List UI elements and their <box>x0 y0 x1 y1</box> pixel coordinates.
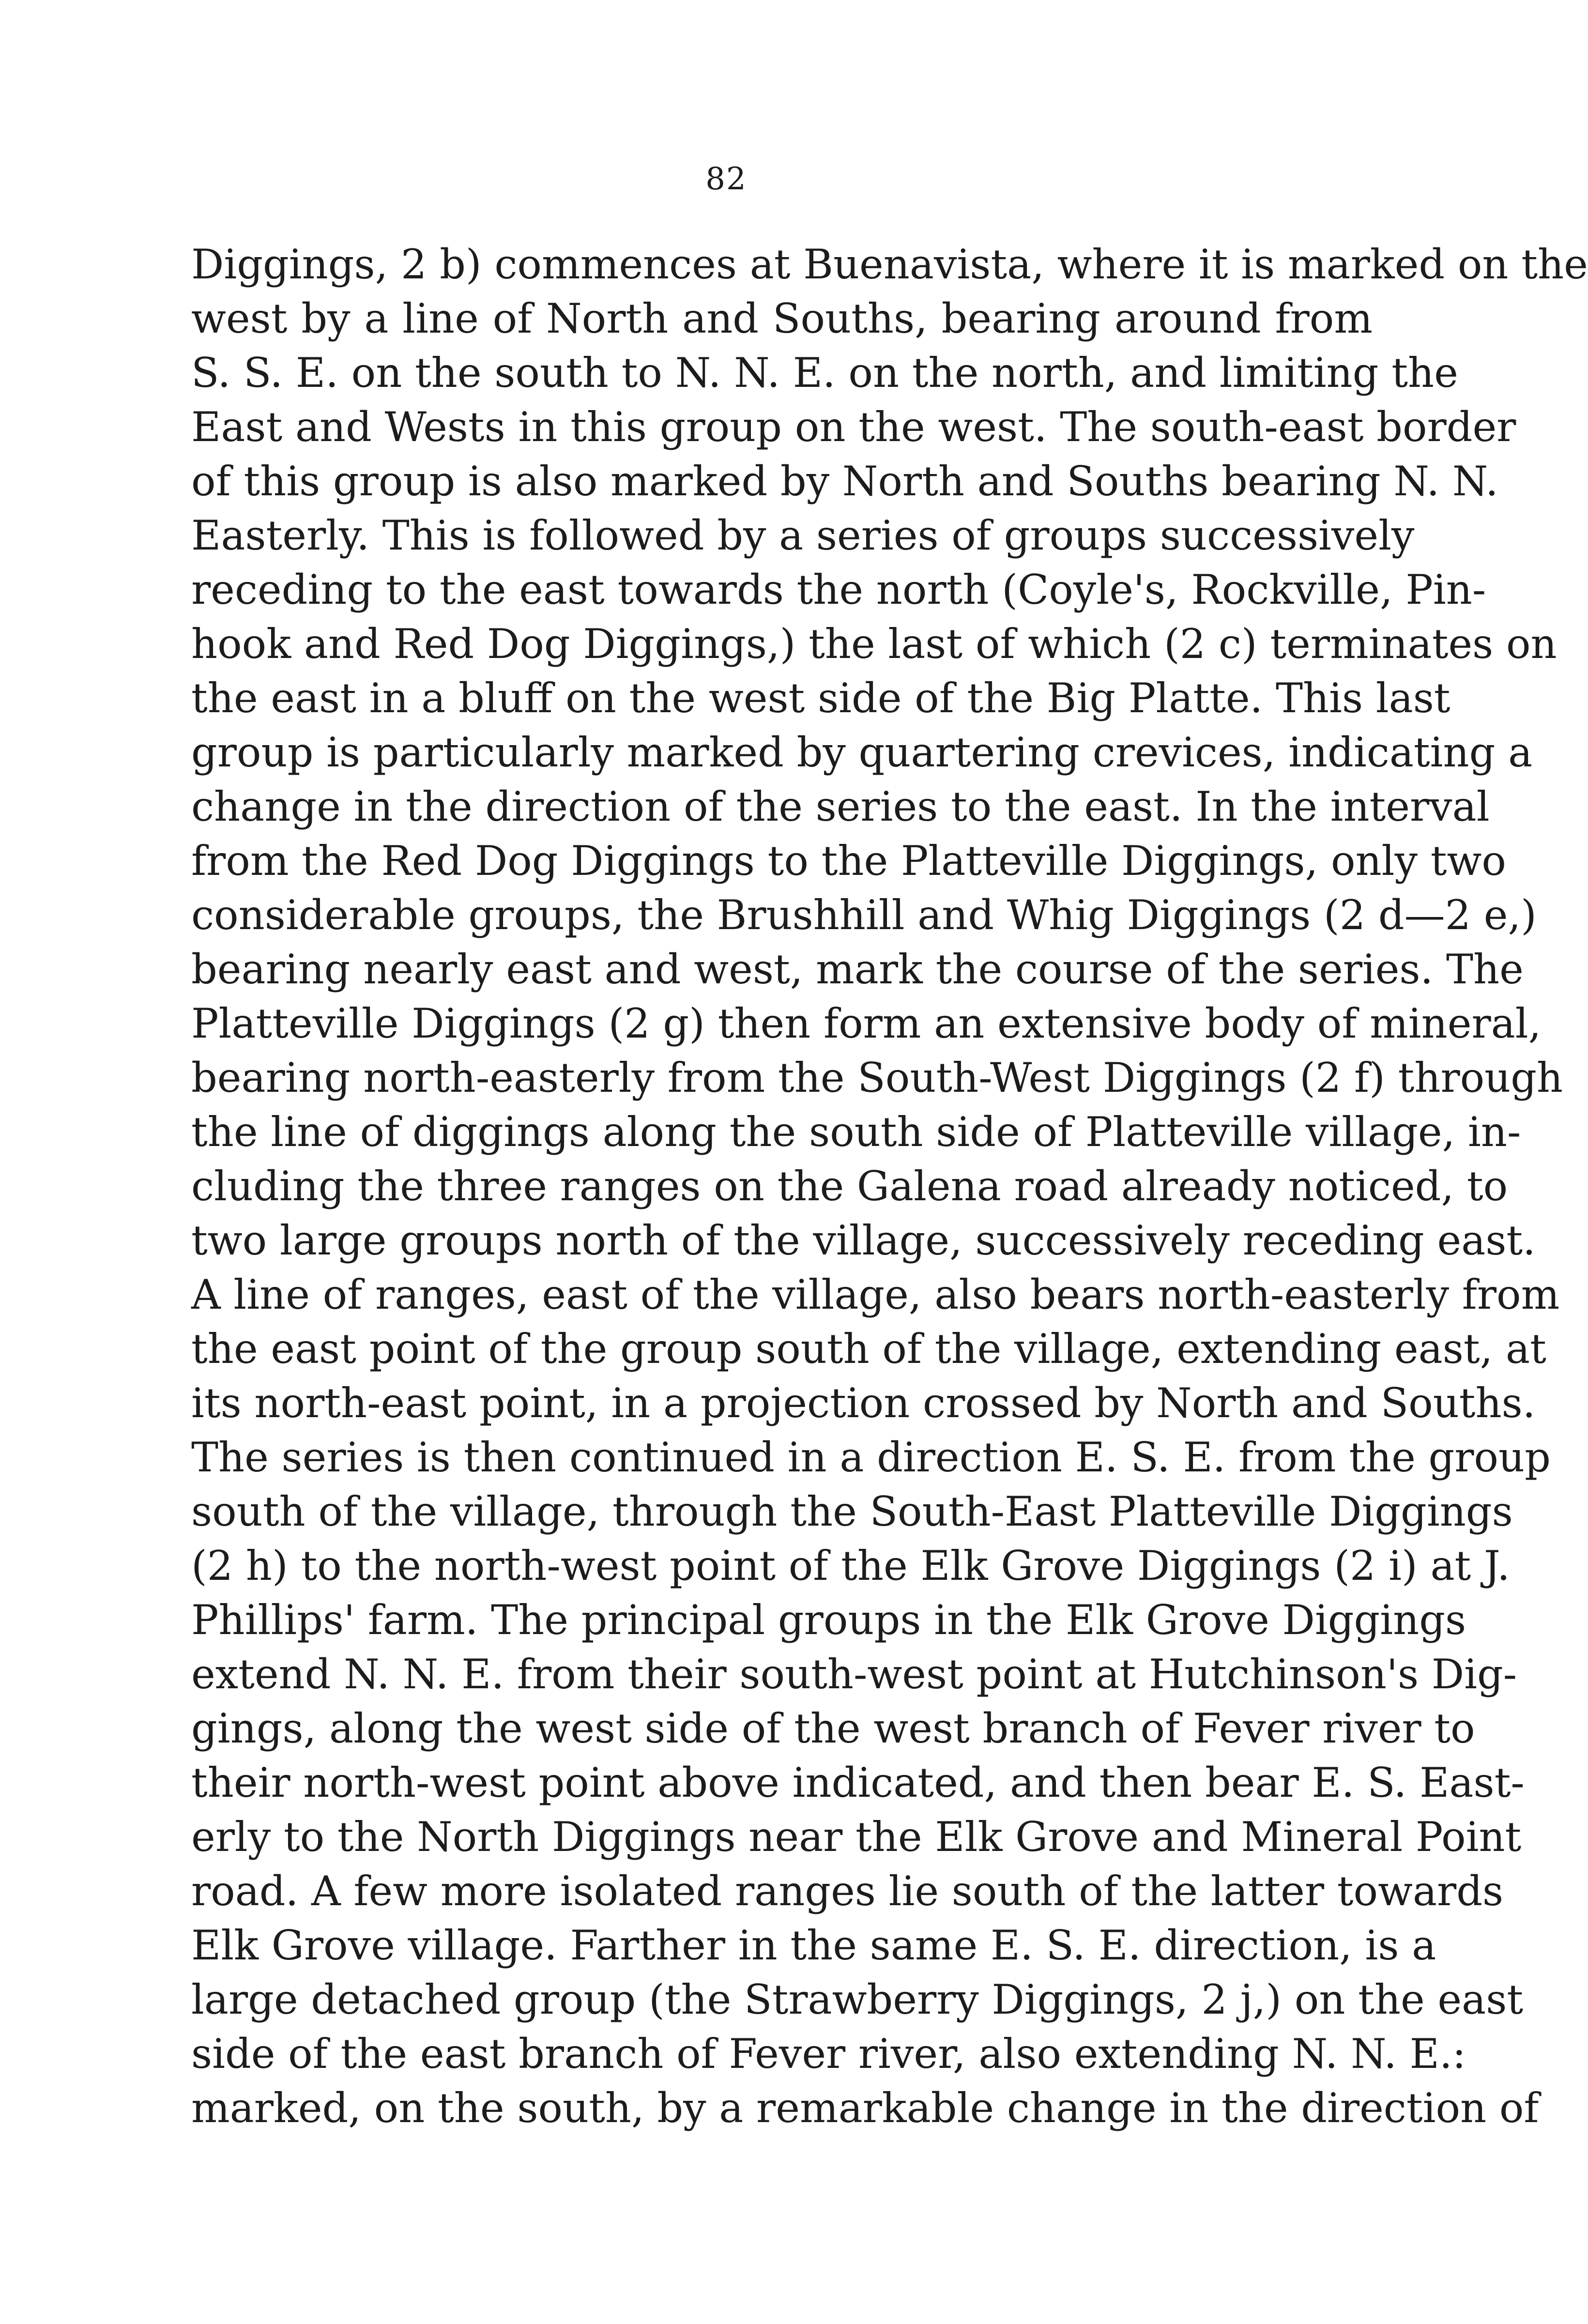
text-line: Diggings, 2 b) commences at Buenavista, where it is marked on the <box>191 241 1588 288</box>
text-line: erly to the North Diggings near the Elk Grove and Mineral Point <box>191 1813 1522 1861</box>
text-line: considerable groups, the Brushhill and Whig Diggings (2 d—2 e,) <box>191 891 1537 939</box>
text-line: bearing north-easterly from the South-West Diggings (2 f) through <box>191 1054 1563 1101</box>
text-line: Platteville Diggings (2 g) then form an extensive body of mineral, <box>191 1000 1542 1047</box>
text-line: marked, on the south, by a remarkable change in the direction of <box>191 2084 1539 2132</box>
text-line: change in the direction of the series to the east. In the interval <box>191 783 1490 830</box>
text-line: their north-west point above indicated, and then bear E. S. East- <box>191 1759 1525 1806</box>
text-line: gings, along the west side of the west branch of Fever river to <box>191 1705 1475 1752</box>
text-line: Elk Grove village. Farther in the same E. S. E. direction, is a <box>191 1922 1436 1969</box>
text-line: extend N. N. E. from their south-west point at Hutchinson's Dig- <box>191 1651 1517 1698</box>
text-line: bearing nearly east and west, mark the course of the series. The <box>191 946 1524 993</box>
text-line: of this group is also marked by North and Souths bearing N. N. <box>191 458 1498 505</box>
text-line: A line of ranges, east of the village, also bears north-easterly from <box>191 1271 1560 1318</box>
text-line: Phillips' farm. The principal groups in the Elk Grove Diggings <box>191 1596 1466 1644</box>
text-line: west by a line of North and Souths, bearing around from <box>191 295 1373 342</box>
text-line: Easterly. This is followed by a series of groups successively <box>191 512 1415 559</box>
text-line: group is particularly marked by quartering crevices, indicating a <box>191 729 1533 776</box>
body-text <box>191 237 1588 2135</box>
text-line: two large groups north of the village, successively receding east. <box>191 1217 1536 1264</box>
text-line: East and Wests in this group on the west. The south-east border <box>191 403 1516 451</box>
text-line: the east point of the group south of the village, extending east, at <box>191 1325 1546 1373</box>
text-line: its north-east point, in a projection crossed by North and Souths. <box>191 1379 1536 1427</box>
text-line: road. A few more isolated ranges lie south of the latter towards <box>191 1867 1504 1915</box>
text-line: south of the village, through the South-East Platteville Diggings <box>191 1488 1513 1535</box>
text-line: S. S. E. on the south to N. N. E. on the north, and limiting the <box>191 349 1458 397</box>
text-line: the line of diggings along the south side of Platteville village, in- <box>191 1108 1521 1156</box>
text-line: side of the east branch of Fever river, also extending N. N. E.: <box>191 2030 1466 2078</box>
text-line: large detached group (the Strawberry Diggings, 2 j,) on the east <box>191 1976 1524 2023</box>
text-line: from the Red Dog Diggings to the Platteville Diggings, only two <box>191 837 1506 885</box>
text-line: receding to the east towards the north (Coyle's, Rockville, Pin- <box>191 566 1486 613</box>
page-number: 82 <box>705 161 747 197</box>
text-line: hook and Red Dog Diggings,) the last of which (2 c) terminates on <box>191 620 1557 668</box>
text-line: (2 h) to the north-west point of the Elk Grove Diggings (2 i) at J. <box>191 1542 1510 1590</box>
text-line: The series is then continued in a direction E. S. E. from the group <box>191 1434 1551 1481</box>
text-line: cluding the three ranges on the Galena road already noticed, to <box>191 1162 1508 1210</box>
text-line: the east in a bluff on the west side of the Big Platte. This last <box>191 674 1451 722</box>
